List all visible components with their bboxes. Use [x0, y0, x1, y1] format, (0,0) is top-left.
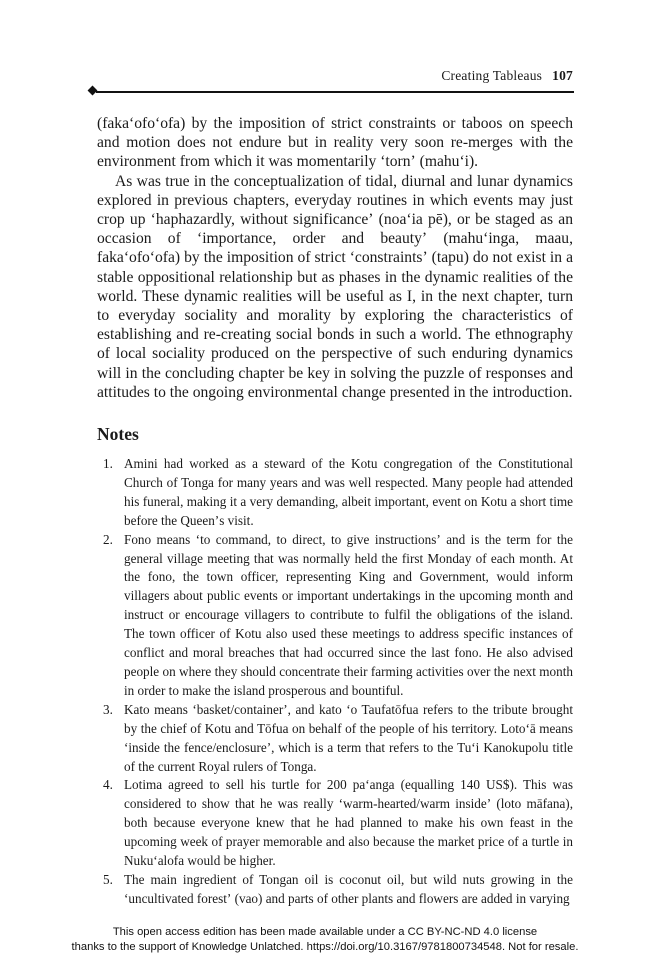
note-number: 4. — [103, 777, 113, 793]
notes-heading: Notes — [97, 424, 139, 444]
note-number: 5. — [103, 871, 113, 887]
note-text: Fono means ʻto command, to direct, to give instructionsʼ and is the term for the general village meeting that was normally held the first Monday of each month. At the fono, the town officer, representing King and Government, would inform villagers about public events or important undertakings in the upcoming month and instruct or encourage villagers to contribute to fulfil the obligations of the island. The town officer of Kotu also used these meetings to address specific instances of conflict and moral breaches that had occurred since the last fono. He also advised people on where they should concentrate their farming activities over the next month in order to make the island prosperous and bountiful. — [124, 531, 573, 698]
note-number: 2. — [103, 531, 113, 547]
note-item — [97, 531, 573, 701]
note-item — [97, 871, 573, 909]
notes-list — [97, 455, 573, 909]
header-rule — [96, 91, 574, 93]
footer-line: thanks to the support of Knowledge Unlatched. https://doi.org/10.3167/9781800734548. Not for resale. — [71, 941, 579, 953]
note-text: Lotima agreed to sell his turtle for 200 paʻanga (equalling 140 US$). This was considered to show that he was really ʻwarm-hearted/warm insideʼ (loto māfana), both because everyone knew that he had planned to make his own feast in the upcoming week of prayer memorable and also because the market price of a turtle in Nukuʻalofa would be higher. — [124, 777, 573, 869]
page-number: 107 — [552, 68, 573, 83]
note-text: The main ingredient of Tongan oil is coconut oil, but wild nuts growing in the ʻuncultivated forestʼ (vao) and parts of other plants and flowers are added in varying — [124, 871, 573, 906]
note-item — [97, 701, 573, 777]
license-footer — [0, 925, 650, 955]
footer-line: This open access edition has been made available under a CC BY-NC-ND 4.0 license — [112, 926, 538, 938]
note-item — [97, 455, 573, 531]
paragraph: As was true in the conceptualization of tidal, diurnal and lunar dynamics explored in previous chapters, everyday routines in which events may just crop up ʻhaphazardly, without significanceʼ (noaʻia pē), or be staged as an occasion of ʻimportance, order and beautyʼ (mahuʻinga, maau, fakaʻofoʻofa) by the imposition of strict ʻconstraintsʼ (tapu) do not exist in a stable oppositional relationship but as phases in the dynamic realities of the world. These dynamic realities will be useful as I, in the next chapter, turn to everyday sociality and morality by exploring the characteristics of establishing and re-creating social bonds in such a world. The ethnography of local sociality produced on the perspective of such enduring dynamics will in the concluding chapter be key in solving the puzzle of responses and attitudes to the ongoing environmental change presented in the introduction. — [97, 172, 573, 401]
note-text: Kato means ʻbasket/containerʼ, and kato ʻo Taufatōfua refers to the tribute brought by the chief of Kotu and Tōfua on behalf of the people of his territory. Lotoʻā means ʻinside the fence/enclosureʼ, which is a term that refers to the Tuʻi Kanokupolu title of the current Royal rulers of Tonga. — [124, 701, 573, 774]
running-head — [0, 68, 573, 84]
note-number: 3. — [103, 701, 113, 717]
note-text: Amini had worked as a steward of the Kotu congregation of the Constitutional Church of Tonga for many years and was well respected. Many people had attended his funeral, making it a very demanding, albeit important, event on Kotu a short time before the Queenʼs visit. — [124, 456, 573, 528]
running-head-title: Creating Tableaus — [441, 68, 543, 83]
note-item — [97, 776, 573, 871]
note-number: 1. — [103, 456, 113, 471]
paragraph: (fakaʻofoʻofa) by the imposition of strict constraints or taboos on speech and motion does not endure but in reality very soon re-merges with the environment from which it was momentarily ʻtornʼ (mahuʻi). — [97, 115, 573, 171]
body-text — [97, 114, 573, 402]
